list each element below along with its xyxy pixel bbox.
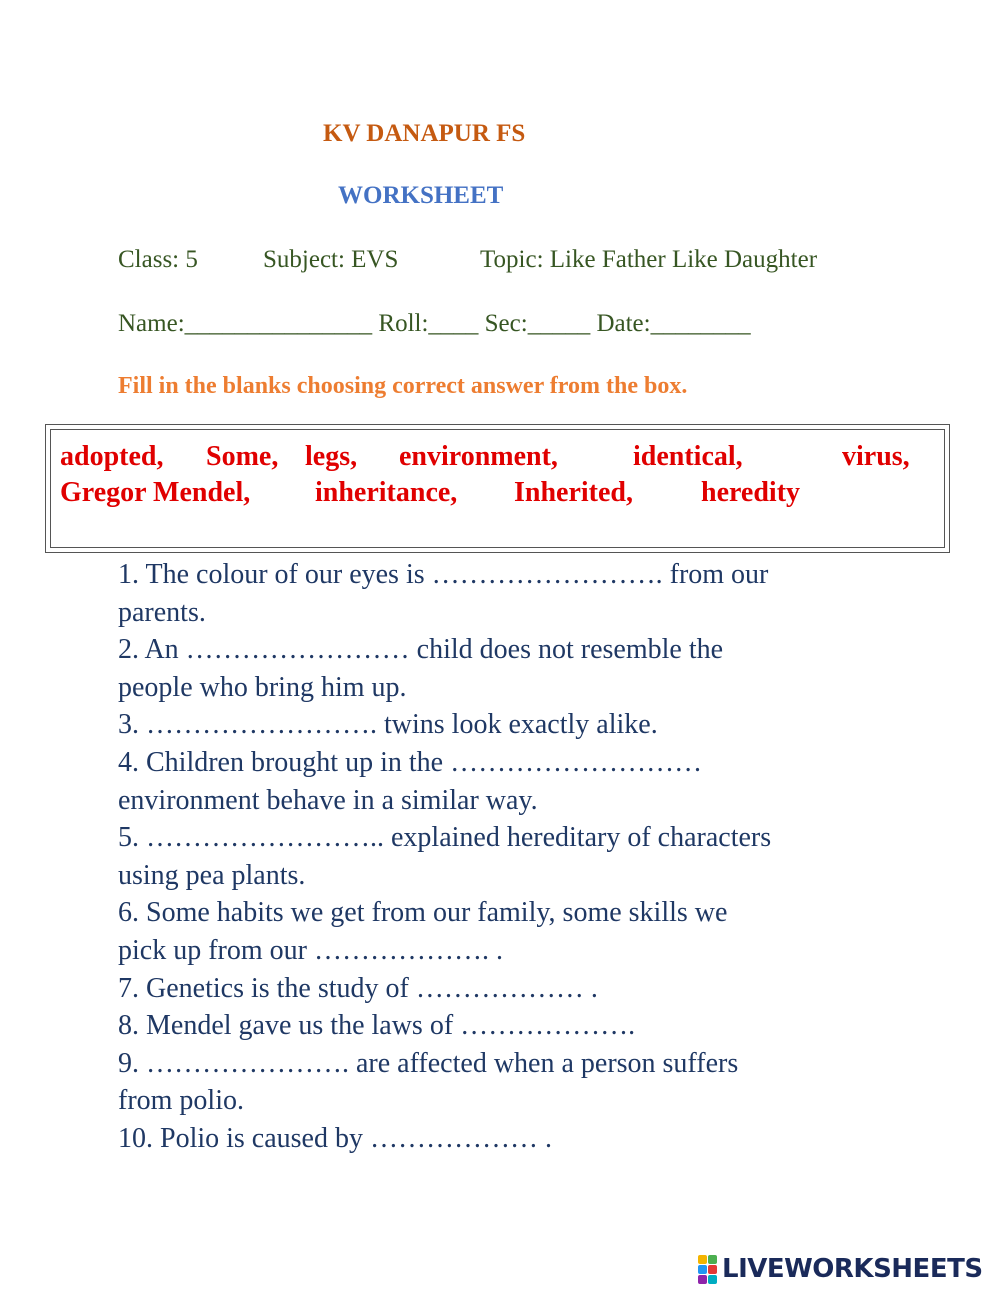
question-line: using pea plants. xyxy=(118,859,306,891)
question-line: 4. Children brought up in the ……………………… xyxy=(118,746,703,778)
liveworksheets-brand[interactable] xyxy=(698,1254,983,1284)
word-inheritance: inheritance, xyxy=(315,477,458,508)
word-some: Some, xyxy=(206,441,279,472)
subject-label: Subject: EVS xyxy=(263,246,399,273)
topic-label: Topic: Like Father Like Daughter xyxy=(480,246,818,273)
question-line: 9. …………………. are affected when a person suffers xyxy=(118,1047,739,1079)
word-environment: environment, xyxy=(399,441,558,472)
question-line: 2. An …………………… child does not resemble the xyxy=(118,634,724,666)
word-box xyxy=(45,424,950,553)
word-legs: legs, xyxy=(305,441,358,472)
word-virus: virus, xyxy=(842,441,910,472)
question-line: 10. Polio is caused by ……………… . xyxy=(118,1122,552,1154)
word-identical: identical, xyxy=(633,441,743,472)
instruction: Fill in the blanks choosing correct answer from the box. xyxy=(118,373,688,399)
question-line: 6. Some habits we get from our family, some skills we xyxy=(118,897,728,929)
worksheet-title: WORKSHEET xyxy=(338,182,504,209)
question-line: parents. xyxy=(118,596,206,628)
brand-name: LIVEWORKSHEETS xyxy=(722,1254,983,1284)
question-line: 7. Genetics is the study of ……………… . xyxy=(118,972,598,1004)
liveworksheets-logo-icon xyxy=(698,1255,718,1283)
question-line: people who bring him up. xyxy=(118,671,407,703)
question-line: 5. …………………….. explained hereditary of characters xyxy=(118,822,772,854)
question-line: from polio. xyxy=(118,1085,244,1117)
question-line: 1. The colour of our eyes is ……………………. from our xyxy=(118,559,769,590)
word-inherited: Inherited, xyxy=(514,477,633,508)
student-details-line: Name:_______________ Roll:____ Sec:_____ Date:________ xyxy=(118,310,751,337)
word-heredity: heredity xyxy=(701,477,801,508)
question-list xyxy=(118,556,908,1158)
question-line: 8. Mendel gave us the laws of ………………. xyxy=(118,1010,636,1042)
class-label: Class: 5 xyxy=(118,246,198,273)
word-gregor-mendel: Gregor Mendel, xyxy=(60,477,251,508)
question-line: environment behave in a similar way. xyxy=(118,784,538,816)
word-adopted: adopted, xyxy=(60,441,164,472)
question-line: 3. ……………………. twins look exactly alike. xyxy=(118,709,658,741)
question-line: pick up from our ………………. . xyxy=(118,934,503,966)
school-name: KV DANAPUR FS xyxy=(323,120,526,147)
